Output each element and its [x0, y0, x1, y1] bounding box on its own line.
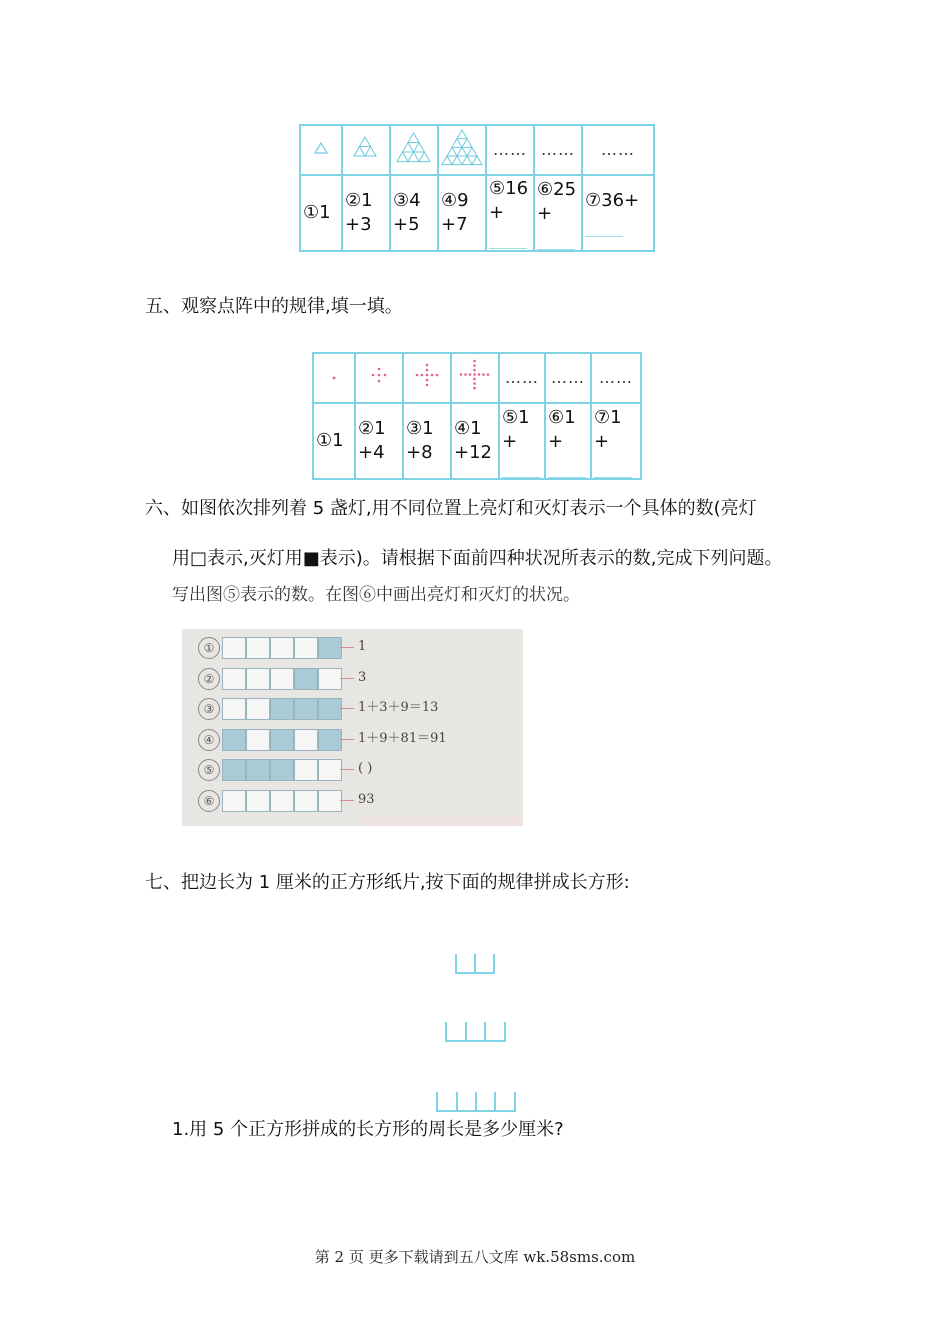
row-number-label: ④	[198, 729, 220, 751]
dot	[473, 364, 476, 367]
lamp-on-box	[270, 668, 294, 690]
section-7-title: 七、把边长为 1 厘米的正方形纸片,按下面的规律拼成长方形:	[145, 872, 630, 893]
lamp-value: 1＋3＋9＝13	[358, 700, 439, 715]
lamp-value: ( )	[358, 761, 373, 776]
section-5-title: 五、观察点阵中的规律,填一填。	[145, 296, 403, 317]
lamp-row	[182, 637, 523, 661]
lamp-on-box	[294, 759, 318, 781]
arrow-icon	[340, 647, 354, 648]
triangle-unit	[462, 155, 472, 164]
lamp-on-box	[222, 698, 246, 720]
triangle-unit	[403, 142, 414, 152]
lamp-off-box	[270, 729, 294, 751]
lamp-off-box	[222, 729, 246, 751]
dot	[426, 368, 429, 371]
dot-pattern-table	[312, 352, 642, 480]
triangle-unit	[397, 152, 408, 162]
dot	[378, 367, 381, 370]
lamp-off-box	[294, 668, 318, 690]
expression-cell[interactable]: ⑤1 +	[499, 403, 545, 479]
dot	[426, 383, 429, 386]
dot	[421, 373, 424, 376]
ellipsis-cell: ……	[582, 125, 654, 175]
triangle-unit	[442, 155, 452, 164]
lamp-photo	[182, 629, 523, 826]
lamp-value: 93	[358, 791, 375, 807]
lamp-on-box	[246, 698, 270, 720]
triangle-figure-3	[390, 125, 438, 175]
lamp-off-box	[318, 698, 342, 720]
expression-cell: ④1 +12	[451, 403, 499, 479]
lamp-off-box	[270, 698, 294, 720]
lamp-on-box	[294, 790, 318, 812]
dot	[431, 373, 434, 376]
lamp-on-box	[246, 729, 270, 751]
ellipsis-cell: ……	[486, 125, 534, 175]
dot-figure-2	[355, 353, 403, 403]
lamp-off-box	[246, 759, 270, 781]
lamp-on-box	[246, 668, 270, 690]
arrow-icon	[340, 678, 354, 679]
dot	[473, 386, 476, 389]
section-6-instruction: 写出图⑤表示的数。在图⑥中画出亮灯和灭灯的状况。	[172, 585, 580, 605]
lamp-on-box	[318, 790, 342, 812]
dot-figure-4	[451, 353, 499, 403]
lamp-off-box	[270, 759, 294, 781]
expression-cell[interactable]: ⑥1 +	[545, 403, 591, 479]
dot	[473, 359, 476, 362]
ellipsis-cell: ……	[534, 125, 582, 175]
dot	[473, 368, 476, 371]
triangle-figure-2	[342, 125, 390, 175]
dot	[372, 373, 375, 376]
photo-edge	[362, 816, 523, 826]
triangle-figure-4	[438, 125, 486, 175]
expression-cell: ①1	[300, 175, 342, 251]
dot-figure-1	[313, 353, 355, 403]
lamp-on-box	[222, 790, 246, 812]
dot	[473, 373, 476, 376]
expression-cell: ②1 +3	[342, 175, 390, 251]
row-number-label: ⑤	[198, 759, 220, 781]
dot	[473, 377, 476, 380]
expression-cell: ③1 +8	[403, 403, 451, 479]
triangle-unit	[365, 146, 376, 156]
expression-cell[interactable]: ⑥25 +	[534, 175, 582, 251]
lamp-value: 1＋9＋81＝91	[358, 730, 447, 746]
triangle-unit	[472, 155, 482, 164]
dot	[384, 373, 387, 376]
dot-figure-3	[403, 353, 451, 403]
triangle-figure-1	[300, 125, 342, 175]
row-number-label: ③	[198, 698, 220, 720]
lamp-row	[182, 729, 523, 753]
dot	[378, 373, 381, 376]
lamp-row	[182, 759, 523, 783]
arrow-icon	[340, 769, 354, 770]
triangle-unit	[457, 147, 467, 156]
lamp-on-box	[294, 637, 318, 659]
expression-cell[interactable]: ⑦1 +	[591, 403, 641, 479]
arrow-icon	[340, 739, 354, 740]
expression-cell[interactable]: ⑤16 +	[486, 175, 534, 251]
rectangle-3-squares	[445, 1022, 506, 1042]
triangle-pattern-table	[299, 124, 655, 252]
lamp-on-box	[270, 637, 294, 659]
lamp-on-box	[294, 729, 318, 751]
ellipsis-cell: ……	[545, 353, 591, 403]
expression-cell[interactable]: ⑦36+	[582, 175, 654, 251]
triangle-unit	[452, 138, 462, 147]
lamp-row	[182, 668, 523, 692]
expression-cell: ②1 +4	[355, 403, 403, 479]
dot	[478, 373, 481, 376]
dot	[378, 379, 381, 382]
triangle-unit	[457, 130, 467, 139]
answer-blank[interactable]	[548, 457, 586, 478]
lamp-off-box	[222, 759, 246, 781]
row-number-label: ①	[198, 637, 220, 659]
dot	[473, 382, 476, 385]
dot	[416, 373, 419, 376]
lamp-value: 3	[358, 669, 367, 685]
dot	[426, 373, 429, 376]
dot	[464, 373, 467, 376]
lamp-off-box	[318, 729, 342, 751]
ellipsis-cell: ……	[499, 353, 545, 403]
triangle-unit	[354, 146, 365, 156]
page-footer: 第 2 页 更多下载请到五八文库 wk.58sms.com	[314, 1248, 636, 1266]
lamp-off-box	[294, 698, 318, 720]
dot	[487, 373, 490, 376]
rectangle-2-squares	[455, 954, 495, 974]
section-6-line-2: 用□表示,灭灯用■表示)。请根据下面前四种状况所表示的数,完成下列问题。	[172, 548, 783, 569]
question-1: 1.用 5 个正方形拼成的长方形的周长是多少厘米?	[172, 1119, 564, 1140]
lamp-on-box	[222, 668, 246, 690]
triangle-unit	[408, 133, 419, 143]
ellipsis-cell: ……	[591, 353, 641, 403]
expression-cell: ③4 +5	[390, 175, 438, 251]
triangle-unit	[360, 137, 371, 147]
triangle-unit	[447, 147, 457, 156]
row-number-label: ②	[198, 668, 220, 690]
lamp-row	[182, 790, 523, 814]
expression-cell: ④9 +7	[438, 175, 486, 251]
triangle-unit	[408, 152, 419, 162]
lamp-on-box	[246, 637, 270, 659]
lamp-row	[182, 698, 523, 722]
expression-cell: ①1	[313, 403, 355, 479]
lamp-on-box	[318, 759, 342, 781]
triangle-unit	[414, 142, 425, 152]
arrow-icon	[340, 800, 354, 801]
answer-blank[interactable]	[489, 228, 527, 249]
lamp-value: 1	[358, 639, 367, 654]
rectangle-4-squares	[436, 1092, 516, 1112]
triangle-unit	[462, 138, 472, 147]
triangle-unit	[467, 147, 477, 156]
dot	[436, 373, 439, 376]
triangle-unit	[419, 152, 430, 162]
section-6-line-1: 六、如图依次排列着 5 盏灯,用不同位置上亮灯和灭灯表示一个具体的数(亮灯	[145, 498, 757, 519]
dot	[482, 373, 485, 376]
triangle-unit	[452, 155, 462, 164]
lamp-on-box	[318, 668, 342, 690]
lamp-on-box	[246, 790, 270, 812]
dot	[426, 378, 429, 381]
lamp-on-box	[222, 637, 246, 659]
arrow-icon	[340, 708, 354, 709]
lamp-on-box	[270, 790, 294, 812]
answer-blank[interactable]	[594, 457, 632, 478]
answer-blank[interactable]	[585, 216, 623, 237]
dot	[460, 373, 463, 376]
answer-blank[interactable]	[537, 229, 575, 250]
lamp-off-box	[318, 637, 342, 659]
dot	[469, 373, 472, 376]
dot	[426, 363, 429, 366]
answer-blank[interactable]	[502, 457, 540, 478]
row-number-label: ⑥	[198, 790, 220, 812]
